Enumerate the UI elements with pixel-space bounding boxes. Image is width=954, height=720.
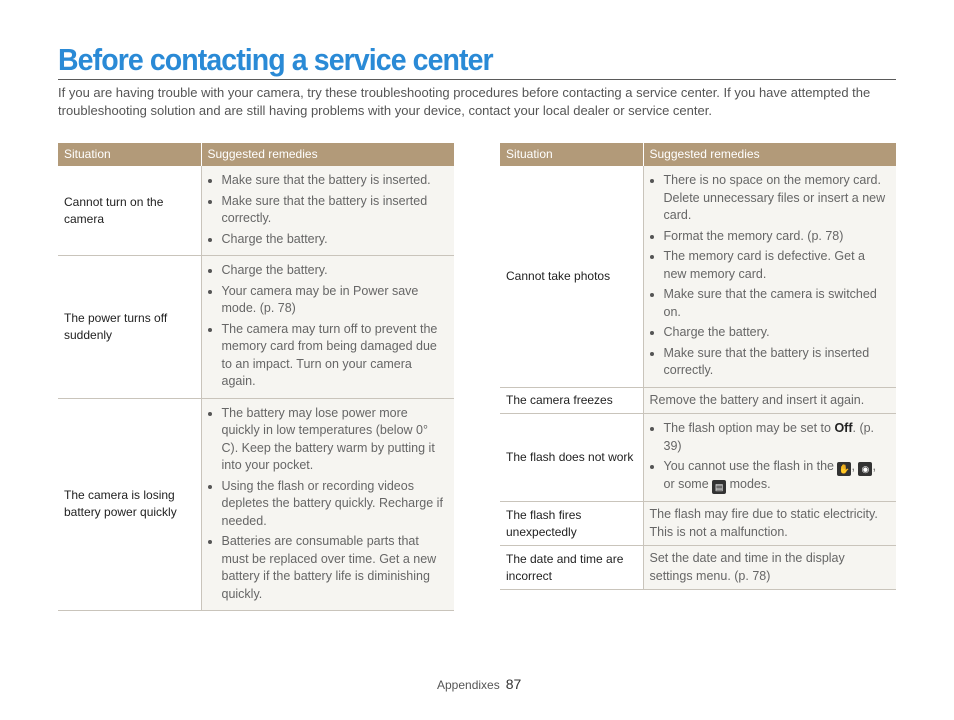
remedy-text: You cannot use the flash in the: [663, 459, 838, 473]
list-item: • Format the memory card. (p. 78): [664, 228, 891, 246]
remedies-cell: [201, 256, 454, 399]
table-row: [500, 387, 896, 414]
table-row: [500, 166, 896, 387]
table-header-row: [500, 143, 896, 166]
remedy-text: Remove the battery and insert it again.: [649, 392, 865, 407]
flash-off-option: Off: [834, 421, 853, 435]
situation-header: Situation: [500, 143, 643, 166]
list-item: • Make sure that the battery is inserted.: [222, 172, 449, 190]
situation-cell: Cannot turn on the camera: [58, 166, 201, 256]
remedies-header: Suggested remedies: [201, 143, 454, 166]
list-item: • Charge the battery.: [222, 262, 449, 280]
page-number: 87: [505, 676, 522, 692]
remedy-text: The flash may fire due to static electricity. This is not a malfunction.: [649, 507, 878, 539]
situation-cell: The camera freezes: [500, 387, 643, 414]
footer-section-label: Appendixes: [437, 678, 500, 692]
list-item: • Make sure that the battery is inserted correctly.: [664, 345, 891, 380]
situation-cell: Cannot take photos: [500, 166, 643, 387]
remedy-text: ,: [851, 459, 859, 473]
title-divider: [58, 79, 896, 80]
remedies-cell: [643, 502, 896, 546]
troubleshooting-table-left: [58, 143, 454, 611]
list-item: • Make sure that the battery is inserted correctly.: [222, 193, 449, 228]
list-item: • The battery may lose power more quickly in low temperatures (below 0° C). Keep the battery warm by putting it into your pocket.: [222, 405, 449, 475]
remedies-cell: [643, 166, 896, 387]
remedy-text: . (p. 39): [663, 421, 875, 453]
situation-cell: The power turns off suddenly: [58, 256, 201, 399]
remedies-cell: [643, 414, 896, 502]
table-row: [500, 502, 896, 546]
table-row: [500, 414, 896, 502]
table-row: [58, 166, 454, 256]
remedies-list: [208, 405, 449, 604]
remedy-text: The flash option may be set to: [663, 421, 835, 435]
table-header-row: [58, 143, 454, 166]
troubleshooting-table-right: [500, 143, 896, 590]
remedies-list: [650, 420, 891, 494]
remedies-list: [650, 172, 891, 380]
list-item: • There is no space on the memory card. Delete unnecessary files or insert a new card.: [664, 172, 891, 225]
situation-cell: The flash does not work: [500, 414, 643, 502]
list-item: • Using the flash or recording videos depletes the battery quickly. Recharge if needed.: [222, 478, 449, 531]
remedies-cell: [643, 387, 896, 414]
list-item: • The memory card is defective. Get a new memory card.: [664, 248, 891, 283]
movie-mode-icon: ◉: [858, 462, 872, 476]
remedies-cell: [201, 398, 454, 611]
table-row: [58, 256, 454, 399]
situation-cell: The camera is losing battery power quickly: [58, 398, 201, 611]
list-item: • Charge the battery.: [664, 324, 891, 342]
remedies-list: [208, 172, 449, 248]
remedies-cell: [201, 166, 454, 256]
list-item: [664, 420, 891, 455]
list-item: • Your camera may be in Power save mode. (p. 78): [222, 283, 449, 318]
list-item: • Charge the battery.: [222, 231, 449, 249]
list-item: • Batteries are consumable parts that must be replaced over time. Get a new battery if the battery life is diminishing quickly.: [222, 533, 449, 603]
situation-cell: The date and time are incorrect: [500, 546, 643, 590]
remedies-header: Suggested remedies: [643, 143, 896, 166]
list-item: • The camera may turn off to prevent the memory card from being damaged due to an impact. Turn on your camera again.: [222, 321, 449, 391]
list-item: • Make sure that the camera is switched on.: [664, 286, 891, 321]
table-row: [58, 398, 454, 611]
remedy-text: , or some: [663, 459, 876, 491]
remedy-text: Set the date and time in the display settings menu. (p. 78): [649, 551, 845, 583]
remedy-text: modes.: [726, 477, 771, 491]
table-row: [500, 546, 896, 590]
situation-header: Situation: [58, 143, 201, 166]
page-footer: [437, 676, 521, 692]
intro-paragraph: If you are having trouble with your camera, try these troubleshooting procedures before contacting a service center. If you have attempted the troubleshooting solution and are still having problems with your device, contact your local dealer or service center.: [58, 85, 871, 118]
remedies-cell: [643, 546, 896, 590]
situation-cell: The flash fires unexpectedly: [500, 502, 643, 546]
dual-is-mode-icon: ✋: [838, 464, 851, 474]
remedies-list: [208, 262, 449, 391]
page-title: Before contacting a service center: [58, 42, 493, 77]
scene-mode-icon: ▤: [712, 480, 726, 494]
list-item: [664, 458, 891, 494]
